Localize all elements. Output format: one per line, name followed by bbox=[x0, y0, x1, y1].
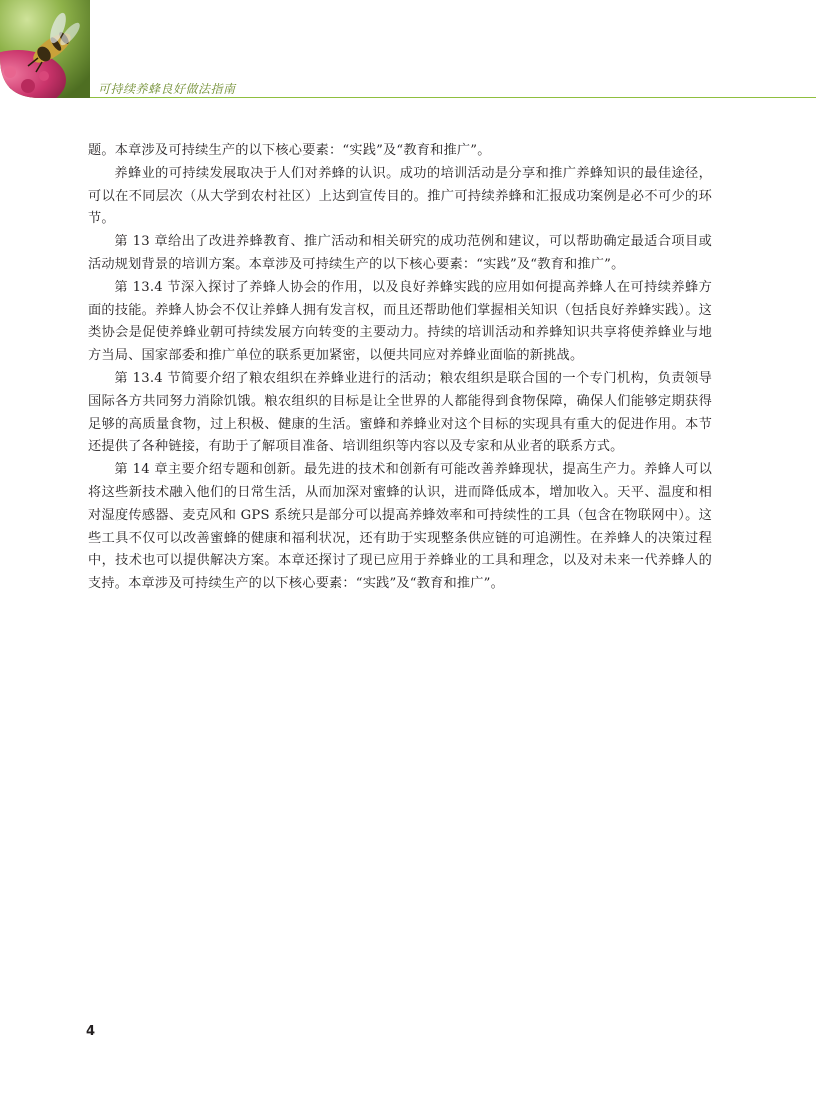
paragraph: 题。本章涉及可持续生产的以下核心要素：“实践”及“教育和推广”。 bbox=[88, 143, 491, 158]
paragraph: 养蜂业的可持续发展取决于人们对养蜂的认识。成功的培训活动是分享和推广养蜂知识的最佳途径，可以在不同层次（从大学到农村社区）上达到宣传目的。推广可持续养蜂和汇报成功案例是必不可少的环节。 bbox=[88, 165, 712, 227]
header-bee-photo bbox=[0, 0, 90, 98]
running-title: 可持续养蜂良好做法指南 bbox=[98, 82, 236, 96]
paragraph: 第 14 章主要介绍专题和创新。最先进的技术和创新有可能改善养蜂现状，提高生产力。养蜂人可以将这些新技术融入他们的日常生活，从而加深对蜜蜂的认识，进而降低成本，增加收入。天平、温度和相对湿度传感器、麦克风和 GPS 系统只是部分可以提高养蜂效率和可持续性的工具（包含在物联网中）。这些工具不仅可以改善蜜蜂的健康和福利状况，还有助于实现整条供应链的可追溯性。在养蜂人的决策过程中，技术也可以提供解决方案。本章还探讨了现已应用于养蜂业的工具和理念，以及对未来一代养蜂人的支持。本章涉及可持续生产的以下核心要素：“实践”及“教育和推广”。 bbox=[88, 462, 712, 592]
body-text bbox=[88, 140, 712, 596]
header-divider bbox=[90, 97, 816, 98]
paragraph: 第 13.4 节简要介绍了粮农组织在养蜂业进行的活动；粮农组织是联合国的一个专门机构，负责领导国际各方共同努力消除饥饿。粮农组织的目标是让全世界的人都能得到食物保障，确保人们能够定期获得足够的高质量食物，过上积极、健康的生活。蜜蜂和养蜂业对这个目标的实现具有重大的促进作用。本节还提供了各种链接，有助于了解项目准备、培训组织等内容以及专家和从业者的联系方式。 bbox=[88, 370, 712, 455]
paragraph: 第 13 章给出了改进养蜂教育、推广活动和相关研究的成功范例和建议，可以帮助确定最适合项目或活动规划背景的培训方案。本章涉及可持续生产的以下核心要素：“实践”及“教育和推广”。 bbox=[88, 234, 712, 272]
bee-on-flower-image bbox=[0, 0, 90, 98]
page-number: 4 bbox=[86, 1024, 96, 1039]
paragraph: 第 13.4 节深入探讨了养蜂人协会的作用，以及良好养蜂实践的应用如何提高养蜂人在可持续养蜂方面的技能。养蜂人协会不仅让养蜂人拥有发言权，而且还帮助他们掌握相关知识（包括良好养蜂实践）。这类协会是促使养蜂业朝可持续发展方向转变的主要动力。持续的培训活动和养蜂知识共享将使养蜂业与地方当局、国家部委和推广单位的联系更加紧密，以便共同应对养蜂业面临的新挑战。 bbox=[88, 279, 712, 364]
